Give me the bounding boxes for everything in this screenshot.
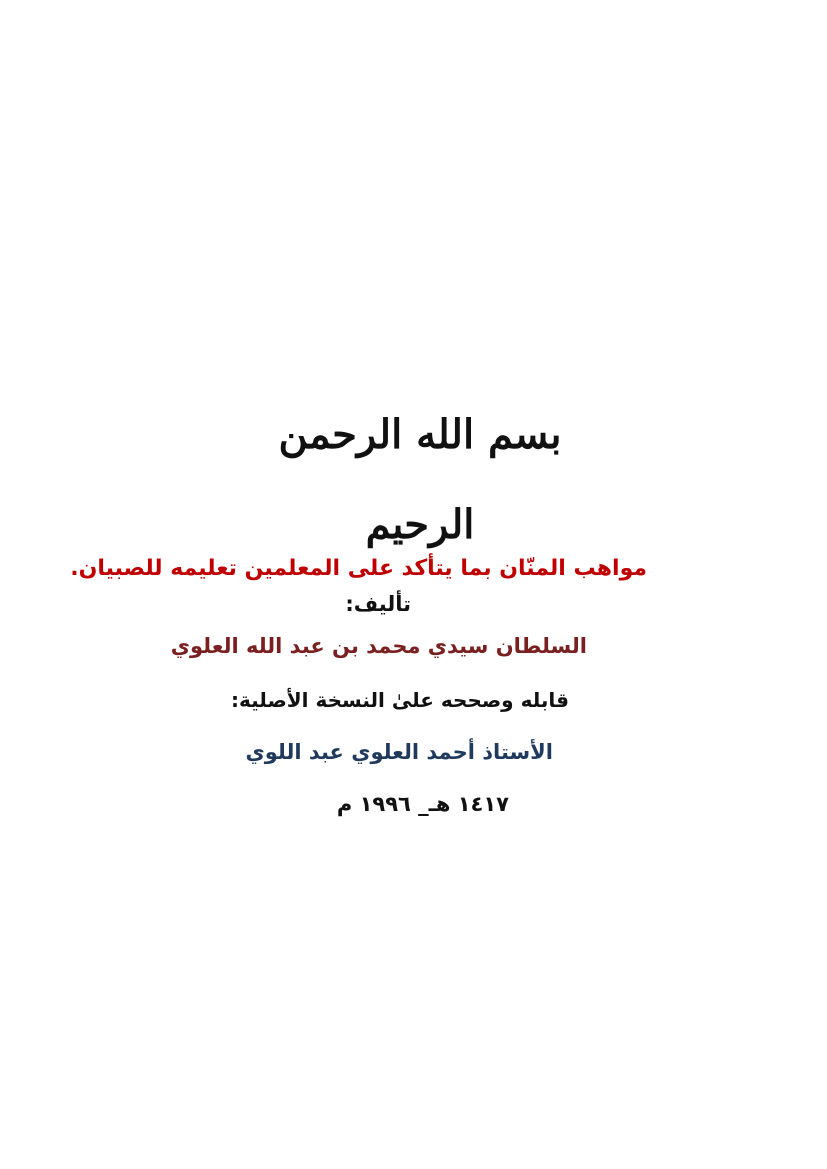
publication-date: ١٤١٧ هـ_ ١٩٩٦ م: [336, 792, 509, 816]
collation-label: قابله وصححه علىٰ النسخة الأصلية:: [231, 688, 569, 712]
book-title: مواهب المنّان بما يتأكد على المعلمين تعليمه للصبيان.: [70, 556, 647, 581]
basmala-calligraphy: بسم الله الرحمن الرحيم: [278, 411, 562, 548]
author-name: السلطان سيدي محمد بن عبد الله العلوي: [170, 634, 587, 658]
authorship-label: تأليف:: [345, 592, 411, 616]
editor-name: الأستاذ أحمد العلوي عبد اللوي: [245, 740, 553, 764]
